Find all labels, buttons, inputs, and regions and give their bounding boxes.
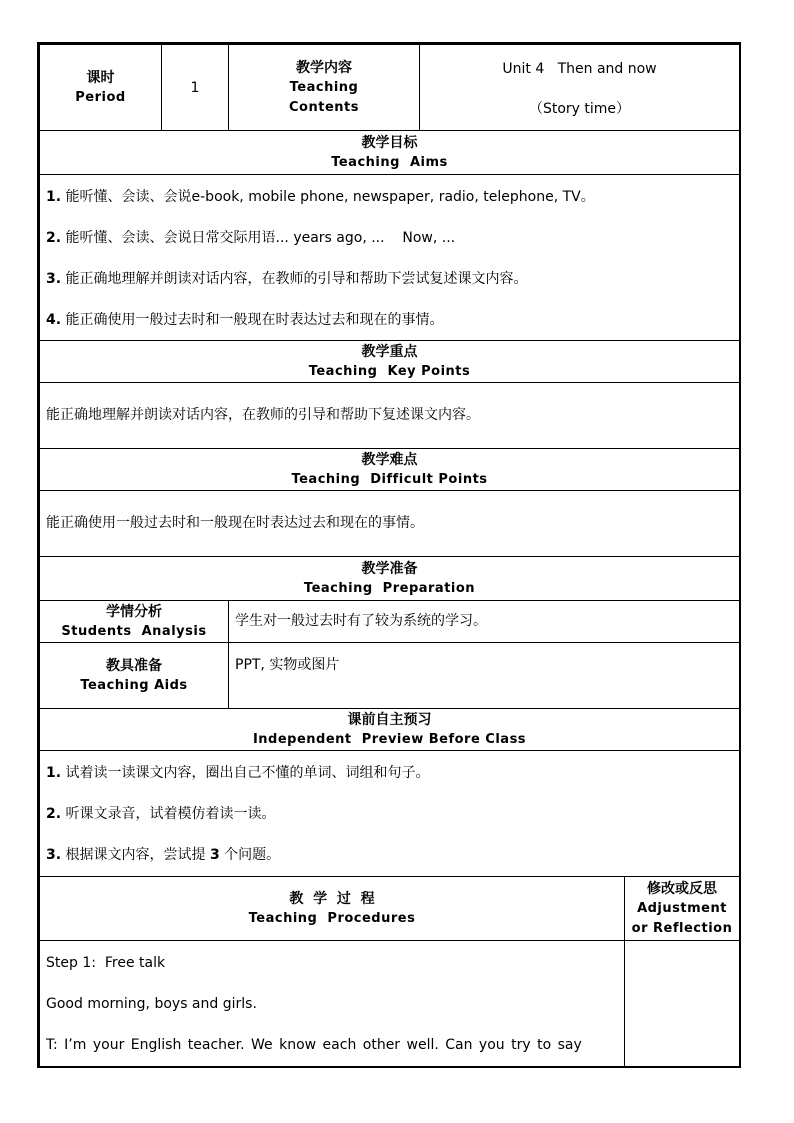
period-label-zh: 课时 bbox=[86, 69, 115, 86]
students-analysis-row bbox=[40, 601, 740, 643]
preview-body-cell bbox=[40, 751, 740, 877]
key-points-heading-row bbox=[40, 341, 740, 383]
aim-item-1: 1. 能听懂、会读、会说e-book, mobile phone, newspaper, radio, telephone, TV。 bbox=[46, 189, 595, 205]
contents-label-en-1: Teaching bbox=[289, 79, 359, 95]
aims-heading-en: Teaching Aims bbox=[331, 154, 448, 170]
unit-subtitle: （Story time） bbox=[528, 101, 631, 117]
teaching-aids-zh: 教具准备 bbox=[106, 657, 162, 674]
procedures-body-cell bbox=[40, 941, 625, 1067]
preview-item-2: 2. 听课文录音，试着模仿着读一读。 bbox=[46, 806, 276, 822]
difficult-points-heading-row bbox=[40, 449, 740, 491]
preview-item-3: 3. 根据课文内容，尝试提 3 个问题。 bbox=[46, 847, 281, 863]
preparation-heading-en: Teaching Preparation bbox=[303, 580, 476, 596]
aim-item-4: 4. 能正确使用一般过去时和一般现在时表达过去和现在的事情。 bbox=[46, 312, 444, 328]
key-points-text: 能正确地理解并朗读对话内容，在教师的引导和帮助下复述课文内容。 bbox=[46, 407, 480, 423]
key-points-body-row bbox=[40, 383, 740, 449]
adjustment-body-cell bbox=[625, 941, 740, 1067]
students-analysis-zh: 学情分析 bbox=[106, 603, 162, 620]
unit-title-cell bbox=[420, 45, 740, 131]
students-analysis-en: Students Analysis bbox=[61, 623, 207, 639]
period-label-cell bbox=[40, 45, 162, 131]
difficult-points-heading-cell bbox=[40, 449, 740, 491]
teaching-aids-value-cell bbox=[229, 643, 740, 709]
procedure-line-3: T: I’m your English teacher. We know each other well. Can you try to say bbox=[46, 1037, 582, 1053]
procedures-heading-en: Teaching Procedures bbox=[248, 910, 416, 926]
period-label-en: Period bbox=[75, 89, 126, 105]
preview-heading-en: Independent Preview Before Class bbox=[252, 731, 527, 747]
contents-label-en-2: Contents bbox=[289, 99, 359, 115]
aim-item-3: 3. 能正确地理解并朗读对话内容，在教师的引导和帮助下尝试复述课文内容。 bbox=[46, 271, 528, 287]
preview-heading-zh: 课前自主预习 bbox=[347, 711, 432, 728]
teaching-aids-text: PPT, 实物或图片 bbox=[235, 657, 340, 673]
key-points-heading-cell bbox=[40, 341, 740, 383]
key-points-heading-en: Teaching Key Points bbox=[308, 363, 471, 379]
teaching-aids-row bbox=[40, 643, 740, 709]
difficult-points-body-row bbox=[40, 491, 740, 557]
unit-title: Unit 4 Then and now bbox=[502, 61, 657, 77]
adjustment-heading-cell bbox=[625, 877, 740, 941]
preview-body-row bbox=[40, 751, 740, 877]
difficult-points-heading-en: Teaching Difficult Points bbox=[291, 471, 488, 487]
key-points-heading-zh: 教学重点 bbox=[361, 343, 418, 360]
students-analysis-label-cell bbox=[40, 601, 229, 643]
aims-heading-zh: 教学目标 bbox=[361, 134, 418, 151]
adjustment-heading-en-2: or Reflection bbox=[631, 920, 733, 936]
aims-body-row bbox=[40, 175, 740, 341]
procedure-line-2: Good morning, boys and girls. bbox=[46, 996, 257, 1012]
teaching-aids-en: Teaching Aids bbox=[80, 677, 188, 693]
period-value: 1 bbox=[190, 79, 200, 96]
aim-item-2: 2. 能听懂、会读、会说日常交际用语... years ago, ... Now, ... bbox=[46, 230, 456, 246]
adjustment-heading-en-1: Adjustment bbox=[637, 900, 727, 916]
preview-heading-cell bbox=[40, 709, 740, 751]
preparation-heading-zh: 教学准备 bbox=[361, 560, 418, 577]
lesson-plan-table bbox=[39, 44, 740, 1067]
lesson-plan-page bbox=[37, 42, 741, 1068]
students-analysis-text: 学生对一般过去时有了较为系统的学习。 bbox=[235, 613, 487, 629]
aims-heading-row bbox=[40, 131, 740, 175]
procedures-heading-cell bbox=[40, 877, 625, 941]
students-analysis-value-cell bbox=[229, 601, 740, 643]
aims-body-cell bbox=[40, 175, 740, 341]
adjustment-heading-zh: 修改或反思 bbox=[647, 880, 717, 897]
procedure-line-1: Step 1: Free talk bbox=[46, 955, 166, 971]
procedures-heading-row bbox=[40, 877, 740, 941]
aims-heading-cell bbox=[40, 131, 740, 175]
preparation-heading-cell bbox=[40, 557, 740, 601]
preview-item-1: 1. 试着读一读课文内容，圈出自己不懂的单词、词组和句子。 bbox=[46, 765, 430, 781]
period-value-cell bbox=[162, 45, 229, 131]
difficult-points-heading-zh: 教学难点 bbox=[361, 451, 418, 468]
teaching-aids-label-cell bbox=[40, 643, 229, 709]
contents-label-zh: 教学内容 bbox=[296, 59, 352, 76]
preparation-heading-row bbox=[40, 557, 740, 601]
difficult-points-text: 能正确使用一般过去时和一般现在时表达过去和现在的事情。 bbox=[46, 515, 424, 531]
preview-heading-row bbox=[40, 709, 740, 751]
procedures-heading-zh: 教 学 过 程 bbox=[289, 890, 375, 907]
procedures-body-row bbox=[40, 941, 740, 1067]
header-row bbox=[40, 45, 740, 131]
difficult-points-body-cell bbox=[40, 491, 740, 557]
contents-label-cell bbox=[229, 45, 420, 131]
key-points-body-cell bbox=[40, 383, 740, 449]
